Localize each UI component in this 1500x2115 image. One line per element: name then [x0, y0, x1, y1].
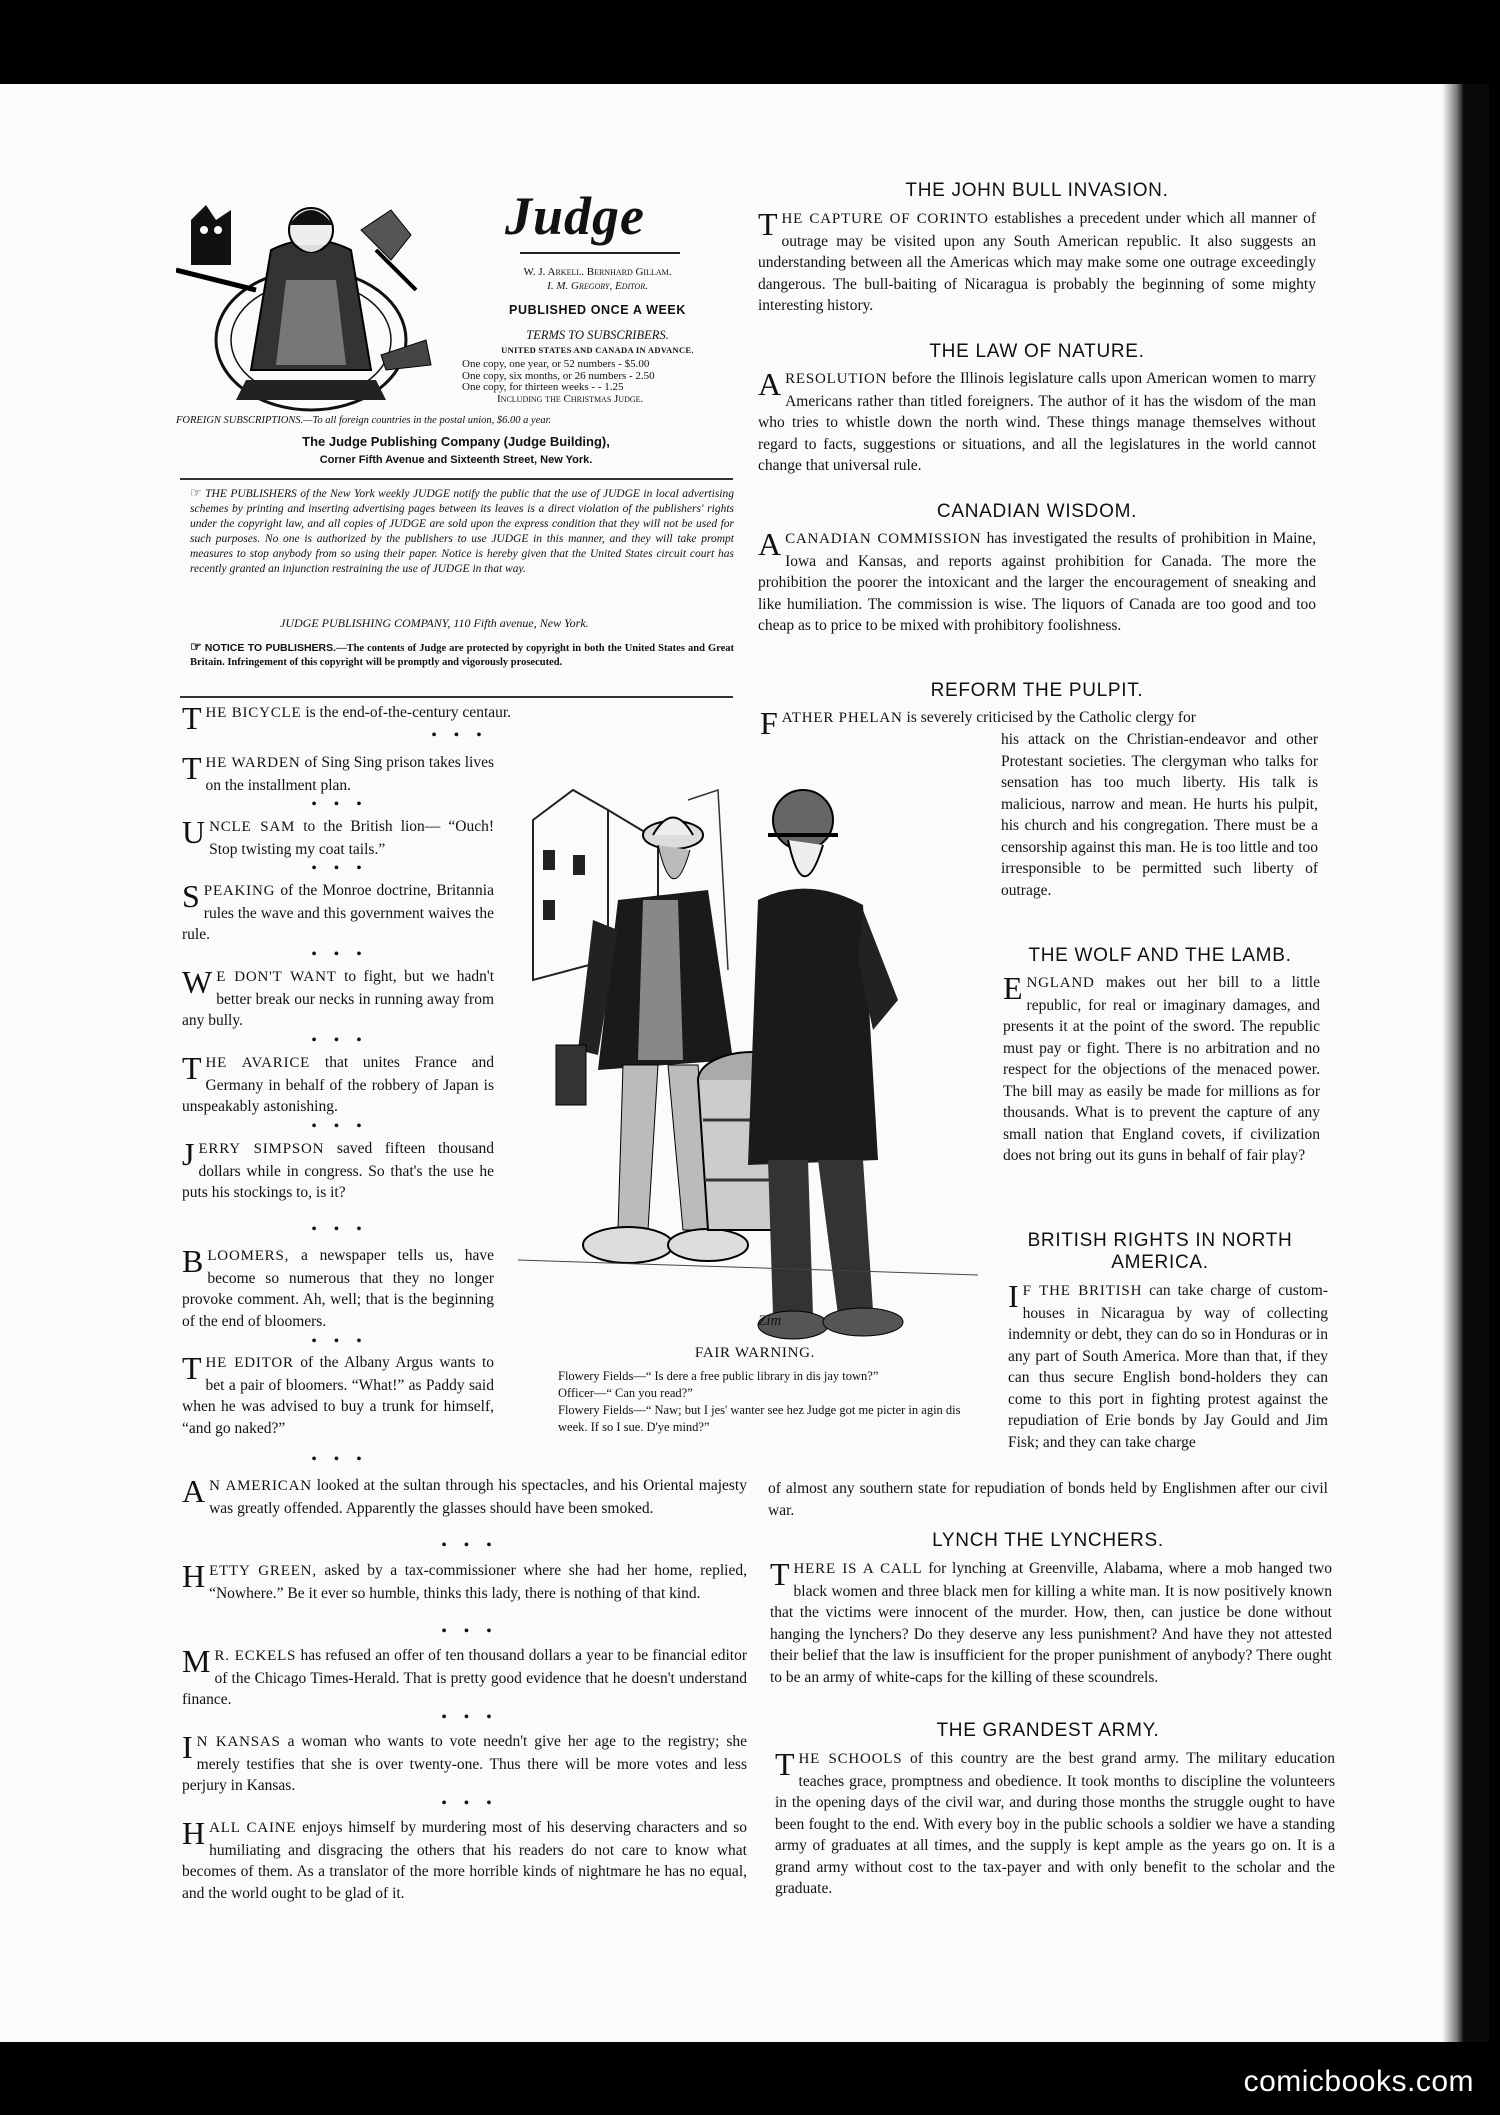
article-text: before the Illinois legislature calls upon American women to marry Americans rather than titled foreigners. The author of it has the wisdom of the man who tries to whistle down the north wind. These things manage themselves without regard to facts, suggestions or situations, and all the legislatures in the world cannot change that universal rule. [758, 370, 1316, 474]
staff-line-1: W. J. Arkell. Bernhard Gillam. [523, 266, 672, 278]
article-grandest-army [775, 1748, 1335, 1900]
copyright-lead: NOTICE TO PUBLISHERS. [204, 642, 337, 654]
rate-line: One copy, six months, or 26 numbers - 2.50 [462, 369, 655, 382]
separator-dots: • • • [431, 728, 489, 743]
item-text: has refused an offer of ten thousand dollars a year to be financial editor of the Chicago Times-Herald. That is pretty good evidence that he doesn't understand finance. [182, 1647, 747, 1708]
item-text: enjoys himself by murdering most of his deserving characters and so humiliating and disgracing the others that his readers do not care to know what becomes of them. As a translator of the more horrible kinds of nightmare he has no equal, and the world ought to be glad of it. [182, 1819, 747, 1902]
publishers-notice-text: THE PUBLISHERS of the New York weekly JUDGE notify the public that the use of JUDGE in local advertising schemes by printing and inserting advertising pages between its leaves is a direct violation of the publishers' rights under the copyright law, and all copies of JUDGE are sold upon the express condition that they will not be used for such purposes. No one is authorized by the publishers to use JUDGE in this manner, and they will take prompt measures to stop anybody from so using their paper. Notice is hereby given that the United States circuit court has recently granted an injunction restraining the use of JUDGE in that way. [190, 488, 734, 575]
judge-mascot-illustration [176, 190, 436, 415]
article-lead: HE SCHOOLS [798, 1751, 903, 1767]
headline-lynch: LYNCH THE LYNCHERS. [932, 1530, 1164, 1551]
item-bicycle [182, 700, 577, 736]
caption-line: Flowery Fields—“ Naw; but I jes' wanter see hez Judge got me picter in agin dis week. If so I sue. D'ye mind?” [558, 1403, 961, 1434]
cartoon-caption [520, 1368, 992, 1436]
separator-dots: • • • [311, 1119, 369, 1134]
drop-cap: A [758, 526, 782, 562]
drop-cap: T [182, 750, 202, 786]
foreign-subscriptions: FOREIGN SUBSCRIPTIONS.—To all foreign countries in the postal union, $6.00 a year. [176, 415, 552, 426]
published-weekly: PUBLISHED ONCE A WEEK [509, 303, 686, 317]
item-lead: N AMERICAN [209, 1478, 312, 1494]
drop-cap: T [775, 1746, 795, 1782]
drop-cap: B [182, 1243, 204, 1279]
page-edge [1443, 84, 1463, 2042]
item-lead: PEAKING [203, 883, 276, 899]
caption-line: Officer—“ Can you read?” [558, 1386, 693, 1400]
article-text: can take charge of custom-houses in Nicaragua by way of collecting indemnity or debt, they can do so in Honduras or in any part of South America. More than that, if they can thus secure English bond-holders they can come to this port in fighting protest against the repudiation of Erie bonds by Jay Gould and Jim Fisk; and they can take charge [1008, 1282, 1328, 1451]
item-american [182, 1475, 747, 1519]
item-editor [182, 1352, 494, 1439]
item-jerry-simpson [182, 1138, 494, 1204]
item-lead: HE WARDEN [205, 755, 301, 771]
drop-cap: T [182, 700, 202, 736]
separator-dots: • • • [311, 947, 369, 962]
item-text: is the end-of-the-century centaur. [301, 704, 512, 721]
article-lead: ATHER PHELAN [781, 710, 903, 726]
item-lead: E DON'T WANT [216, 969, 337, 985]
separator-dots: • • • [441, 1538, 499, 1553]
drop-cap: W [182, 964, 213, 1000]
divider [180, 696, 733, 698]
separator-dots: • • • [311, 861, 369, 876]
drop-cap: T [758, 206, 778, 242]
item-speaking [182, 880, 494, 946]
headline-john-bull: THE JOHN BULL INVASION. [905, 180, 1169, 201]
item-lead: ETTY GREEN, [209, 1563, 317, 1579]
drop-cap: J [182, 1136, 195, 1172]
article-lead: HE CAPTURE OF CORINTO [781, 211, 989, 227]
item-dont-want [182, 966, 494, 1032]
item-hetty-green [182, 1560, 747, 1604]
article-british-rights [1008, 1280, 1328, 1453]
publishers-notice [190, 485, 734, 577]
watermark-link[interactable]: comicbooks.com [1243, 2065, 1474, 2098]
drop-cap: T [770, 1556, 790, 1592]
item-text: that unites France and Germany in behalf of the robbery of Japan is unspeakably astonishing. [182, 1054, 494, 1115]
item-text: a newspaper tells us, have become so numerous that they no longer provoke comment. Ah, well; that is the beginning of the end of bloomers. [182, 1247, 494, 1330]
separator-dots: • • • [311, 797, 369, 812]
item-hall-caine [182, 1817, 747, 1904]
rate-line: Including the Christmas Judge. [497, 392, 644, 405]
drop-cap: S [182, 878, 200, 914]
item-text: to fight, but we hadn't better break our necks in running away from any bully. [182, 968, 494, 1029]
separator-dots: • • • [441, 1624, 499, 1639]
item-avarice [182, 1052, 494, 1118]
drop-cap: U [182, 814, 206, 850]
rate-line: One copy, for thirteen weeks - - 1.25 [462, 381, 624, 393]
item-lead: N KANSAS [196, 1734, 281, 1750]
drop-cap: E [1003, 970, 1023, 1006]
pointing-hand-icon: ☞ [190, 485, 202, 500]
terms-subheading: UNITED STATES AND CANADA IN ADVANCE. [501, 345, 694, 355]
headline-grandest-army: THE GRANDEST ARMY. [936, 1720, 1160, 1741]
drop-cap: F [760, 705, 778, 741]
separator-dots: • • • [311, 1452, 369, 1467]
item-lead: HE AVARICE [205, 1055, 311, 1071]
headline-wolf-lamb: THE WOLF AND THE LAMB. [1028, 945, 1292, 966]
separator-dots: • • • [311, 1222, 369, 1237]
drop-cap: T [182, 1050, 202, 1086]
item-bloomers [182, 1245, 494, 1332]
item-kansas [182, 1731, 747, 1797]
drop-cap: M [182, 1643, 211, 1679]
article-lead: F THE BRITISH [1022, 1283, 1143, 1299]
item-text: of Sing Sing prison takes lives on the installment plan. [205, 754, 494, 794]
article-wolf-lamb [1003, 972, 1320, 1167]
article-british-rights-continued: of almost any southern state for repudiation of bonds held by Englishmen after our civil war. [768, 1480, 1328, 1519]
item-lead: R. ECKELS [214, 1648, 297, 1664]
article-text: establishes a precedent under which all manner of outrage may be visited upon any South American republic. It also suggests an understanding between all the Americas which may make some one outrage exceedingly dangerous. The bull-baiting of Nicaragua is probably the beginning of some mighty interesting history. [758, 210, 1316, 314]
drop-cap: H [182, 1558, 206, 1594]
drop-cap: A [758, 366, 782, 402]
headline-british-rights: BRITISH RIGHTS IN NORTH AMERICA. [1027, 1230, 1293, 1273]
fair-warning-cartoon [518, 760, 988, 1345]
article-lead: RESOLUTION [785, 371, 888, 387]
publisher-name: The Judge Publishing Company (Judge Building), [302, 434, 610, 449]
drop-cap: T [182, 1350, 202, 1386]
article-lead: HERE IS A CALL [793, 1561, 923, 1577]
cartoon-signature: Zim [758, 1313, 782, 1329]
staff-line-2: I. M. Gregory, Editor. [547, 280, 648, 292]
caption-line: Flowery Fields—“ Is dere a free public library in dis jay town?” [558, 1369, 879, 1383]
logo-underline [520, 252, 680, 254]
item-text: of the Albany Argus wants to bet a pair of bloomers. “What!” as Paddy said when he was advised to buy a trunk for himself, “and go naked?” [182, 1354, 494, 1437]
headline-reform-pulpit: REFORM THE PULPIT. [930, 680, 1144, 701]
article-text: of this country are the best grand army. The military education teaches grace, promptness and obedience. It took months to discipline the volunteers in the opening days of the civil war, and during those months the struggle ought to have been fought to the end. With every boy in the public schools a soldier we have a standing army of graduates at all times, and the supply is kept ample as the years go on. It is a grand army without cost to the tax-payer and with only benefit to the scholar and the graduate. [775, 1750, 1335, 1897]
item-text: to the British lion— “Ouch! Stop twisting my coat tails.” [209, 818, 495, 858]
article-lynch [770, 1558, 1332, 1688]
article-john-bull [758, 208, 1316, 317]
headline-law-of-nature: THE LAW OF NATURE. [929, 341, 1145, 362]
drop-cap: I [182, 1729, 193, 1765]
item-lead: NCLE SAM [209, 819, 296, 835]
item-text: saved fifteen thousand dollars while in congress. So that's the use he puts his stockings to, is it? [182, 1140, 494, 1201]
item-warden [182, 752, 494, 796]
item-text: a woman who wants to vote needn't give her age to the registry; she merely testifies that she is over twenty-one. Thus there will be more votes and less perjury in Kansas. [182, 1733, 748, 1794]
headline-canadian-wisdom: CANADIAN WISDOM. [936, 501, 1138, 522]
separator-dots: • • • [311, 1334, 369, 1349]
item-uncle-sam [182, 816, 494, 860]
item-text: asked by a tax-commissioner where she had her home, replied, “Nowhere.” Be it ever so humble, thinks this lady, there is nothing of that kind. [209, 1562, 747, 1602]
article-lead: CANADIAN COMMISSION [785, 531, 982, 547]
separator-dots: • • • [441, 1796, 499, 1811]
separator-dots: • • • [441, 1710, 499, 1725]
copyright-notice [190, 640, 734, 670]
drop-cap: A [182, 1473, 206, 1509]
drop-cap: I [1008, 1278, 1019, 1314]
copyright-text: —The contents of Judge are protected by copyright in both the United States and Great Britain. Infringement of this copyright will be promptly and vigorously prosecuted. [190, 643, 735, 668]
item-lead: ALL CAINE [209, 1820, 297, 1836]
article-text: makes out her bill to a little republic, for real or imaginary damages, and presents it at the point of the sword. The republic must pay or fight. There is no arbitration and no respect for the objections of the menaced power. The bill may as easily be made for millions as for thousands. What is to prevent the capture of any small nation that England covets, if civilization does not bring out its guns in behalf of fair play? [1003, 974, 1320, 1164]
item-lead: LOOMERS, [207, 1248, 290, 1264]
item-text: of the Monroe doctrine, Britannia rules the wave and this government waives the rule. [182, 882, 494, 943]
divider [180, 478, 733, 480]
article-text: for lynching at Greenville, Alabama, where a mob hanged two black women and three black men for killing a white man. It is now positively known that the victims were innocent of the murder. How, then, can justice be done without hanging the lynchers? Do they deserve any less punishment? And have they not attested their belief that the law is insufficient for the proper punishment of anybody? There ought to be an army of white-caps for the killing of these scoundrels. [770, 1560, 1332, 1686]
rate-line: One copy, one year, or 52 numbers - $5.00 [462, 358, 650, 370]
article-lead: NGLAND [1026, 975, 1095, 991]
terms-heading: TERMS TO SUBSCRIBERS. [526, 328, 669, 342]
article-text: has investigated the results of prohibition in Maine, Iowa and Kansas, and reports against prohibition for Canada. The more the prohibition the poorer the intoxicant and the larger the encouragement of sneaking and like humiliation. The commission is wise. The liquors of Canada are too good and too cheap as to price to be mixed with prohibitory foolishness. [758, 530, 1316, 634]
item-lead: HE EDITOR [205, 1355, 294, 1371]
article-text: is severely criticised by the Catholic clergy for [902, 709, 1196, 726]
separator-dots: • • • [311, 1033, 369, 1048]
judge-logo: Judge [505, 186, 645, 246]
item-lead: HE BICYCLE [205, 705, 302, 721]
article-law-of-nature [758, 368, 1316, 477]
pointing-hand-icon: ☞ [190, 639, 202, 654]
item-lead: ERRY SIMPSON [198, 1141, 325, 1157]
cartoon-title: FAIR WARNING. [694, 1345, 816, 1361]
book-binding [1463, 84, 1489, 2042]
drop-cap: H [182, 1815, 206, 1851]
publisher-address: Corner Fifth Avenue and Sixteenth Street, New York. [319, 454, 593, 466]
article-canadian-wisdom [758, 528, 1316, 637]
publishers-signature: JUDGE PUBLISHING COMPANY, 110 Fifth avenue, New York. [280, 616, 589, 630]
item-eckels [182, 1645, 747, 1711]
subscription-rates [462, 359, 737, 405]
item-text: looked at the sultan through his spectacles, and his Oriental majesty was greatly offended. Apparently the glasses should have been smoked. [209, 1477, 747, 1517]
article-reform-pulpit: his attack on the Christian-endeavor and other Protestant societies. The clergyman who talks for sensation has too much liberty. His talk is malicious, narrow and mean. He hurts his pulpit, his church and his congregation. There must be a censorship against this man. He is too little and too irresponsible to be permitted such liberty of outrage. [1001, 731, 1318, 899]
